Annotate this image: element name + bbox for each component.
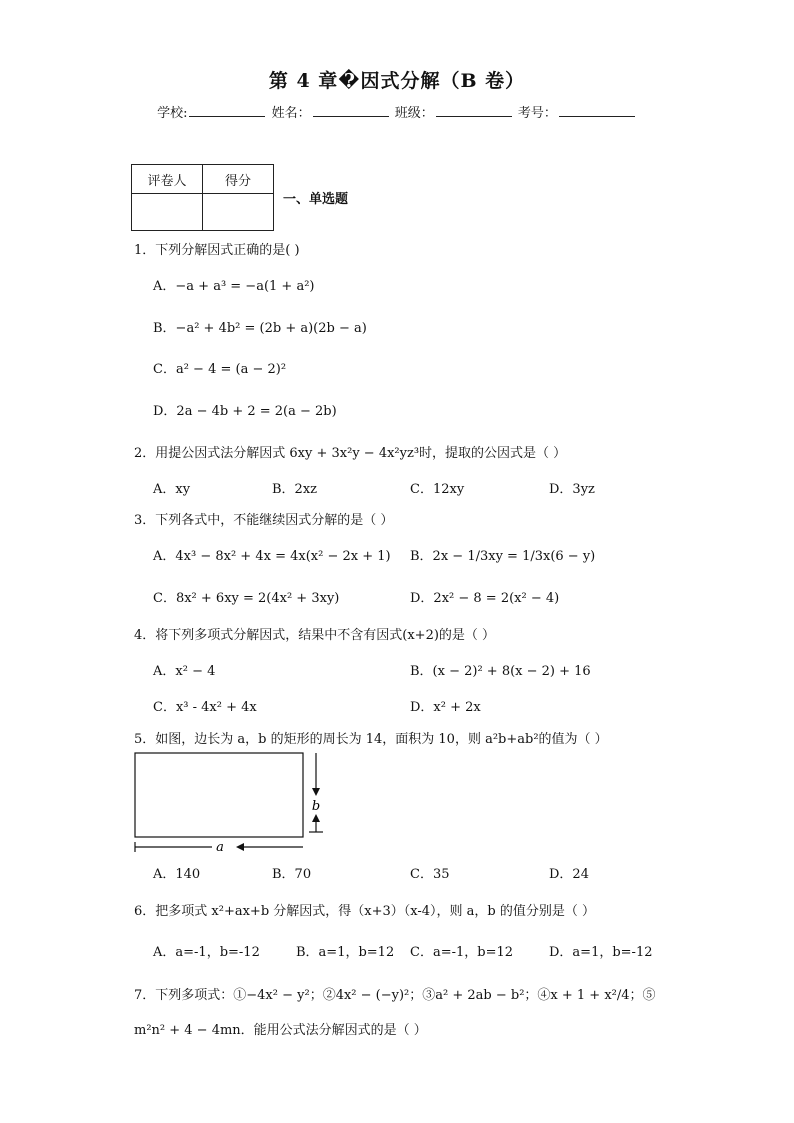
q3-option-a: A．4x³ − 8x² + 4x = 4x(x² − 2x + 1) [153,549,391,564]
name-blank [313,104,389,117]
score-table [131,164,274,231]
q6-option-b: B．a=1，b=12 [296,945,395,960]
q4-option-b: B．(x − 2)² + 8(x − 2) + 16 [410,664,591,679]
question-6-stem: 6．把多项式 x²+ax+b 分解因式，得（x+3）（x-4），则 a，b 的值分别是（ ） [134,904,595,919]
q4-option-d: D．x² + 2x [410,700,481,715]
q3-option-c: C．8x² + 6xy = 2(4x² + 3xy) [153,591,340,606]
q1-option-a: A．−a + a³ = −a(1 + a²) [153,279,315,294]
student-info-line [0,102,794,121]
q6-option-d: D．a=1，b=-12 [549,945,653,960]
rectangle-figure [130,748,330,858]
question-7-stem-line-1: 7．下列多项式：①−4x² − y²；②4x² − (−y)²；③a² + 2ab − b²；④x + 1 + x²/4；⑤ [134,988,656,1003]
score-header: 得分 [203,165,274,194]
q4-option-a: A．x² − 4 [153,664,216,679]
score-cell [203,194,274,231]
q6-option-a: A．a=-1，b=-12 [153,945,260,960]
question-1-stem: 1．下列分解因式正确的是( ) [134,243,300,258]
q6-option-c: C．a=-1，b=12 [410,945,514,960]
b-arrow-up-head [312,814,320,822]
q2-option-b: B．2xz [272,482,318,497]
exam-no-blank [559,104,635,117]
question-5-stem: 5．如图，边长为 a，b 的矩形的周长为 14，面积为 10，则 a²b+ab²的值为（ ） [134,732,608,747]
label-b: b [311,799,321,814]
q1-option-c: C．a² − 4 = (a − 2)² [153,362,287,377]
exam-no-label: 考号： [517,106,557,121]
grader-cell [132,194,203,231]
b-arrow-down-head [312,788,320,796]
q5-option-c: C．35 [410,867,450,882]
question-4-stem: 4．将下列多项式分解因式，结果中不含有因式(x+2)的是（ ） [134,628,496,643]
name-label: 姓名： [271,106,311,121]
q1-option-b: B．−a² + 4b² = (2b + a)(2b − a) [153,321,367,336]
q2-option-d: D．3yz [549,482,595,497]
q5-option-b: B．70 [272,867,312,882]
page-title: 第 4 章�因式分解（B 卷） [268,70,526,92]
class-blank [436,104,512,117]
q2-option-a: A．xy [153,482,191,497]
class-label: 班级： [394,106,434,121]
question-2-stem: 2．用提公因式法分解因式 6xy + 3x²y − 4x²yz³时，提取的公因式是（ ） [134,446,567,461]
rectangle-shape [135,753,303,837]
school-label: 学校: [157,106,188,121]
q2-option-c: C．12xy [410,482,465,497]
grader-header: 评卷人 [132,165,203,194]
q3-option-d: D．2x² − 8 = 2(x² − 4) [410,591,560,606]
school-blank [189,104,265,117]
q5-option-d: D．24 [549,867,589,882]
q1-option-d: D．2a − 4b + 2 = 2(a − 2b) [153,404,337,419]
q4-option-c: C．x³ - 4x² + 4x [153,700,257,715]
label-a: a [216,840,224,855]
q5-option-a: A．140 [153,867,201,882]
question-3-stem: 3．下列各式中，不能继续因式分解的是（ ） [134,513,394,528]
q3-option-b: B．2x − 1/3xy = 1/3x(6 − y) [410,549,596,564]
section-heading: 一、单选题 [283,192,349,207]
question-7-stem-line-2: m²n² + 4 − 4mn．能用公式法分解因式的是（ ） [134,1023,427,1038]
